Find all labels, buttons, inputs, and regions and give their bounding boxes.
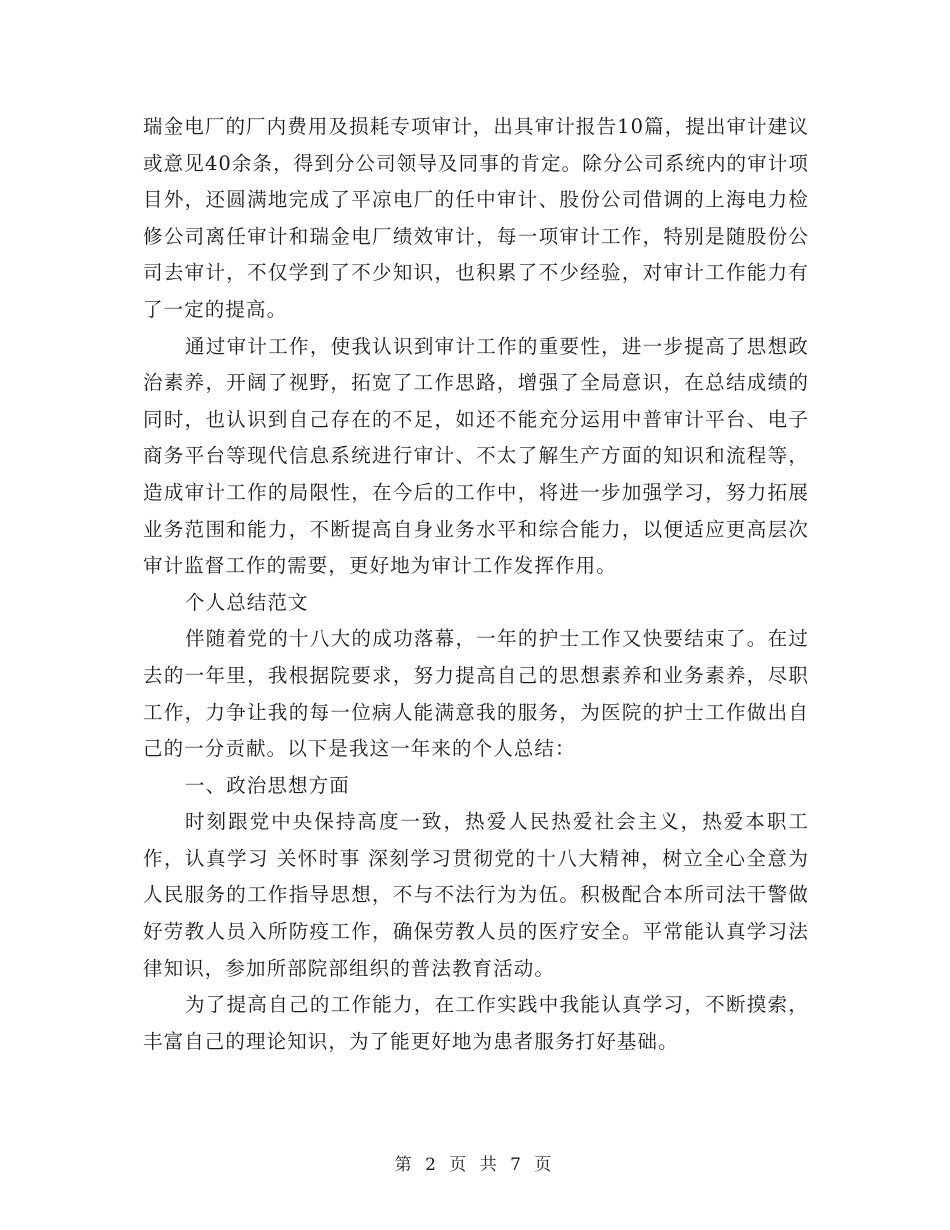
document-body [143,109,809,1060]
paragraph-work-ability: 为了提高自己的工作能力，在工作实践中我能认真学习，不断摸索，丰富自己的理论知识，为了能更好地为患者服务打好基础。 [143,993,809,1053]
paragraph-audit-reflection: 通过审计工作，使我认识到审计工作的重要性，进一步提高了思想政治素养，开阔了视野，拓宽了工作思路，增强了全局意识，在总结成绩的同时，也认识到自己存在的不足，如还不能充分运用中普审计平台、电子商务平台等现代信息系统进行审计、不太了解生产方面的知识和流程等，造成审计工作的局限性，在今后的工作中，将进一步加强学习，努力拓展业务范围和能力，不断提高自身业务水平和综合能力，以便适应更高层次审计监督工作的需要，更好地为审计工作发挥作用。 [143,334,809,578]
section-heading-personal-summary: 个人总结范文 [185,590,309,614]
page-number-footer: 第 2 页 共 7 页 [394,1155,556,1175]
paragraph-nurse-intro: 伴随着党的十八大的成功落幕，一年的护士工作又快要结束了。在过去的一年里，我根据院要求，努力提高自己的思想素养和业务素养，尽职工作，力争让我的每一位病人能满意我的服务，为医院的护士工作做出自己的一分贡献。以下是我这一年来的个人总结： [143,627,809,761]
paragraph-audit-work: 瑞金电厂的厂内费用及损耗专项审计，出具审计报告10篇，提出审计建议或意见40余条，得到分公司领导及同事的肯定。除分公司系统内的审计项目外，还圆满地完成了平凉电厂的任中审计、股份公司借调的上海电力检修公司离任审计和瑞金电厂绩效审计，每一项审计工作，特别是随股份公司去审计，不仅学到了不少知识，也积累了不少经验，对审计工作能力有了一定的提高。 [143,115,809,321]
section-heading-political-thought: 一、政治思想方面 [185,773,350,797]
paragraph-political-thought: 时刻跟党中央保持高度一致，热爱人民热爱社会主义，热爱本职工作，认真学习 关怀时事 深刻学习贯彻党的十八大精神，树立全心全意为人民服务的工作指导思想，不与不法行为为伍。积极配合本所司法干警做好劳教人员入所防疫工作，确保劳教人员的医疗安全。平常能认真学习法律知识，参加所部院部组织的普法教育活动。 [143,810,809,980]
